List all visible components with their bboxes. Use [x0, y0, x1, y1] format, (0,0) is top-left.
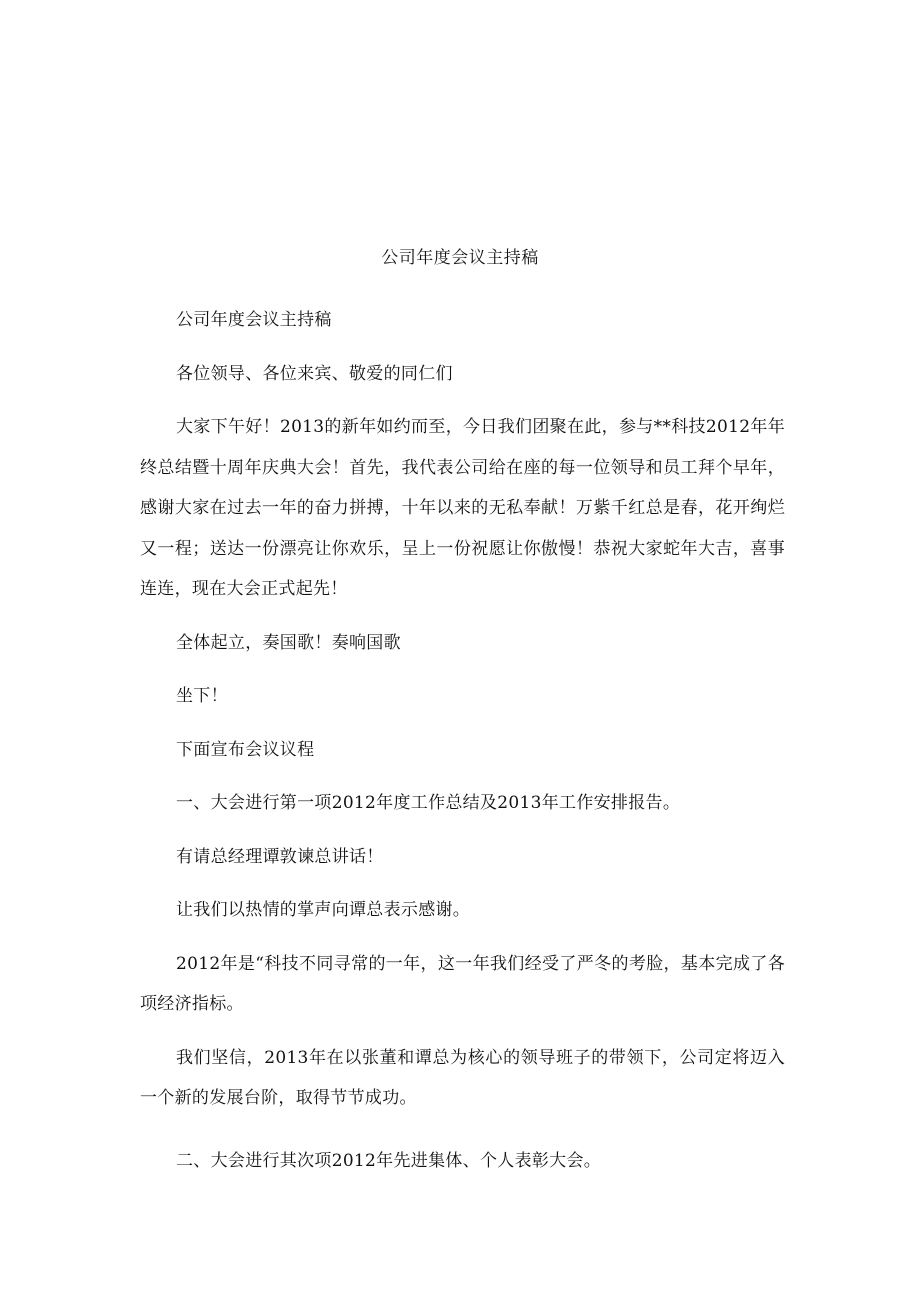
paragraph-agenda-item-2: 二、大会进行其次项2012年先进集体、个人表彰大会。	[176, 1150, 602, 1171]
paragraph-applause: 让我们以热情的掌声向谭总表示感谢。	[176, 900, 471, 920]
document-body	[140, 300, 785, 1194]
paragraph-year-review: 2012年是“科技不同寻常的一年，这一年我们经受了严冬的考脸，基本完成了各项经济指标。	[140, 953, 785, 1014]
paragraph-agenda-intro: 下面宣布会议议程	[176, 739, 315, 760]
paragraph-outlook: 我们坚信，2013年在以张董和谭总为核心的领导班子的带领下，公司定将迈入一个新的发展台阶，取得节节成功。	[140, 1047, 785, 1108]
paragraph-heading: 公司年度会议主持稿	[176, 310, 332, 330]
paragraph-greeting: 各位领导、各位来宾、敬爱的同仁们	[176, 363, 453, 384]
paragraph-invite-speaker: 有请总经理谭敦谏总讲话！	[176, 846, 384, 867]
paragraph-sit-down: 坐下！	[176, 686, 228, 706]
paragraph-anthem: 全体起立，奏国歌！奏响国歌	[176, 632, 401, 653]
paragraph-agenda-item-1: 一、大会进行第一项2012年度工作总结及2013年工作安排报告。	[176, 793, 681, 813]
document-title: 公司年度会议主持稿	[381, 248, 539, 268]
paragraph-opening: 大家下午好！2013的新年如约而至，今日我们团聚在此，参与**科技2012年年终总结暨十周年庆典大会！首先，我代表公司给在座的每一位领导和员工拜个早年，感谢大家在过去一年的奋力拼搏，十年以来的无私奉献！万紫千红总是春，花开绚烂又一程；送达一份漂亮让你欢乐，呈上一份祝愿让你傲慢！恭祝大家蛇年大吉，喜事连连，现在大会正式起先！	[140, 417, 785, 599]
